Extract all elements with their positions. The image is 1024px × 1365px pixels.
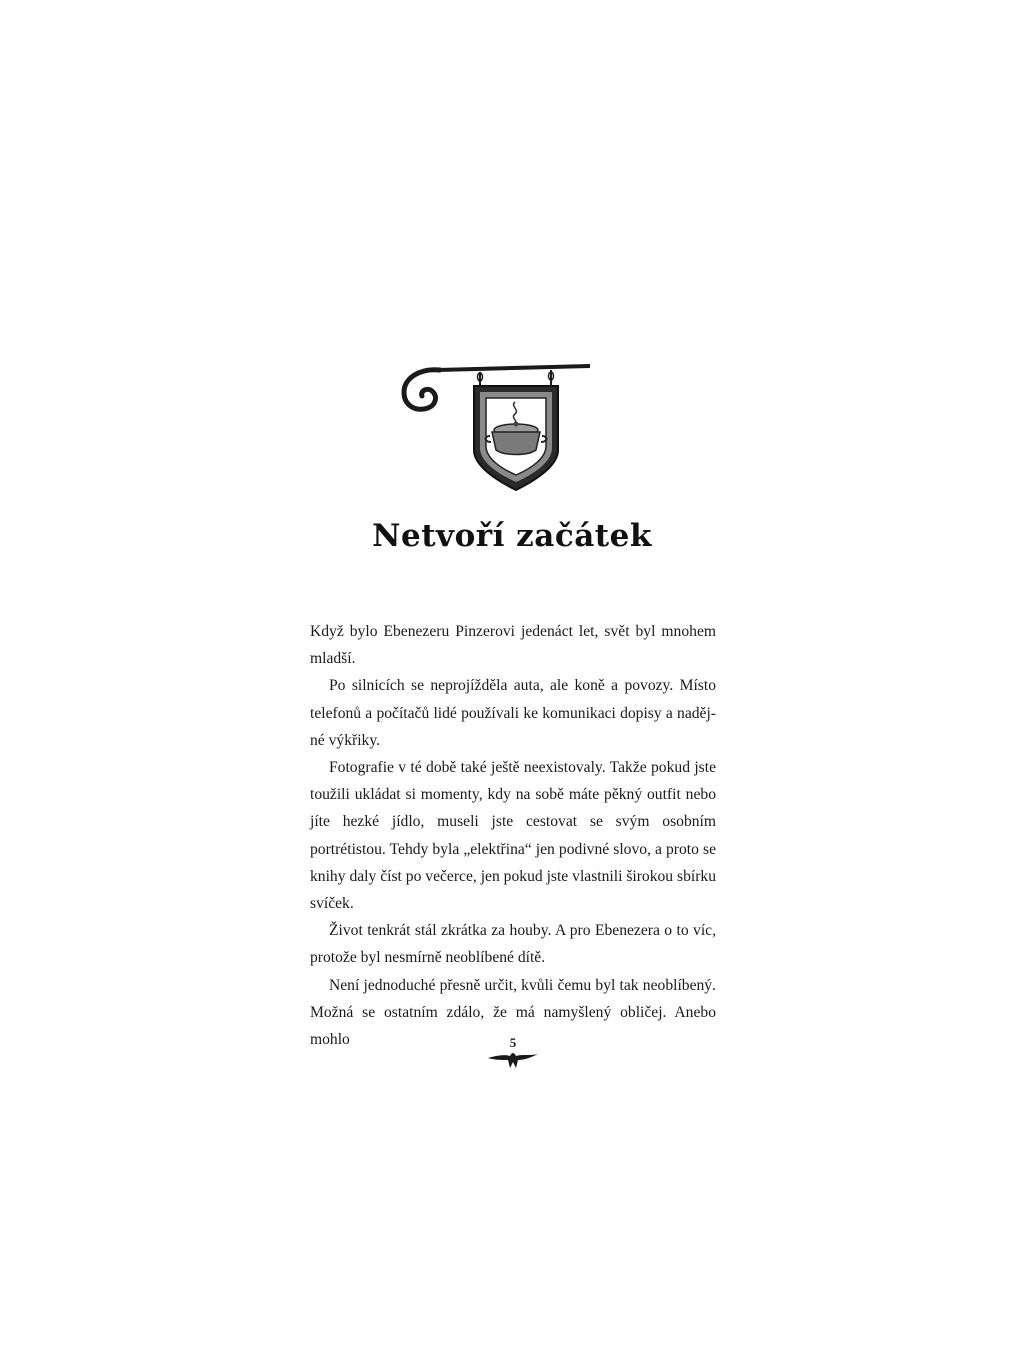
chapter-body	[310, 618, 716, 1053]
paragraph: Když bylo Ebenezeru Pinzerovi jedenáct let, svět byl mnohem mladší.	[310, 623, 716, 668]
page-footer	[486, 1034, 540, 1074]
chapter-title: Netvoří začátek	[372, 518, 652, 554]
paragraph: Po silnicích se neprojížděla auta, ale koně a povozy. Místo telefonů a počítačů lidé používali ke komunikaci dopisy a nadějné výkřiky.	[310, 677, 716, 749]
paragraph: Život tenkrát stál zkrátka za houby. A pro Ebenezera o to víc, protože byl nesmírně neoblíbené dítě.	[310, 922, 716, 967]
paragraph: Není jednoduché přesně určit, kvůli čemu byl tak neoblíbený. Možná se ostatním zdálo, že má namyšlený obličej. Anebo mohlo	[310, 976, 716, 1049]
page-number: 5	[509, 1035, 517, 1050]
bat-ornament-icon	[486, 1048, 540, 1074]
paragraph: Fotografie v té době také ještě neexistovaly. Takže pokud jste toužili ukládat si momenty, kdy na sobě máte pěkný outfit nebo jíte hezké jídlo, museli jste cestovat se svým osobním portrétistou. Tehdy byla „elektřina“ jen podivné slovo, a proto se knihy daly číst po večerce, jen pokud jste vlastnili širokou sbírku svíček.	[310, 759, 716, 913]
hanging-pot-sign-icon	[398, 358, 594, 494]
